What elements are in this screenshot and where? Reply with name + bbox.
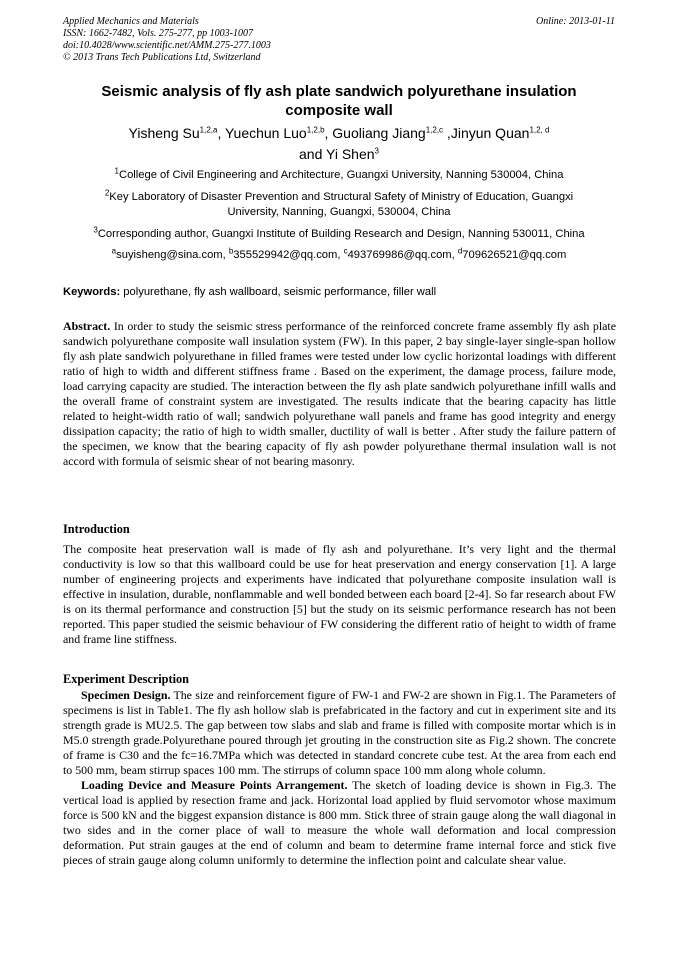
journal-header: [63, 16, 615, 64]
email-sup: c: [343, 246, 348, 256]
email-sup: b: [228, 246, 234, 256]
introduction-body: [63, 542, 616, 647]
affiliation-text: Key Laboratory of Disaster Prevention and Structural Safety of Ministry of Education, Guangxi: [109, 191, 574, 203]
email-address[interactable]: suyisheng@sina.com: [116, 249, 223, 261]
title-line-1: Seismic analysis of fly ash plate sandwich polyurethane insulation: [101, 83, 577, 100]
author-line-2: [70, 144, 608, 165]
doi-line[interactable]: doi:10.4028/www.scientific.net/AMM.275-277.1003: [63, 40, 271, 51]
author-name: Yuechun Luo: [224, 125, 307, 141]
author-name: Yisheng Su: [128, 125, 200, 141]
email-sup: a: [111, 246, 117, 256]
title-line-2: composite wall: [285, 102, 393, 119]
keywords-text: polyurethane, fly ash wallboard, seismic performance, filler wall: [120, 286, 437, 298]
affiliation-text: College of Civil Engineering and Architecture, Guangxi University, Nanning 530004, China: [119, 169, 564, 181]
issn-line: ISSN: 1662-7482, Vols. 275-277, pp 1003-1007: [63, 28, 253, 39]
email-address[interactable]: 709626521@qq.com: [462, 249, 567, 261]
affiliation-3: [60, 227, 618, 242]
introduction-heading: Introduction: [63, 522, 130, 536]
loading-device-label: Loading Device and Measure Points Arrangement.: [81, 778, 348, 792]
paper-title: [70, 82, 608, 120]
keywords: [63, 285, 618, 300]
journal-name: Applied Mechanics and Materials: [63, 16, 199, 27]
loading-device-paragraph: [63, 778, 616, 868]
author-name: and Yi Shen: [299, 146, 375, 162]
affiliation-2: [60, 190, 618, 220]
affiliation-1: [60, 168, 618, 183]
specimen-design-label: Specimen Design.: [81, 688, 171, 702]
email-sep: ,: [222, 249, 229, 261]
author-sup: 3: [374, 146, 379, 156]
email-sep: ,: [451, 249, 458, 261]
author-name: Jinyun Quan: [450, 125, 530, 141]
email-sep: ,: [337, 249, 344, 261]
author-sup: 1,2,a: [199, 125, 218, 135]
experiment-body: [63, 688, 616, 868]
keywords-label: Keywords:: [63, 286, 121, 298]
introduction-text: The composite heat preservation wall is made of fly ash and polyurethane. It’s very light and the thermal conductivity is low so that this wallboard could be use for heat preservation and energy conservation [1]. A large number of engineering projects and experiments have indicated that polyurethane composite insulation wall is effective in insulation, durable, nonflammable and well bonded between each board [2-4]. So far research about FW is on its thermal performance and construction [5] but the study on its seismic performance research has not been reported. This paper studied the seismic behaviour of FW considering the different ratio of height to width of frame and frame line stiffness.: [63, 542, 616, 646]
author-sup: 1,2,b: [306, 125, 325, 135]
author-name: Guoliang Jiang: [332, 125, 426, 141]
email-address[interactable]: 355529942@qq.com: [233, 249, 338, 261]
affiliation-sup: 2: [104, 188, 110, 198]
specimen-design-text: The size and reinforcement figure of FW-1 and FW-2 are shown in Fig.1. The Parameters of specimens is list in Table1. The fly ash hollow slab is prefabricated in the factory and cut in experiment site and its strength grade is MU2.5. The gap between tow slabs and slab and frame is filled with composite mortar which is in M5.0 strength grade.Polyurethane poured through jet grouting in the construction site as Fig.2 shown. The concrete of frame is C30 and the fc=16.7MPa which was detected in standard concrete cube test. At the area from each end to 500 mm, beam stirrup spaces 100 mm. The stirrups of column space 100 mm along whole column.: [63, 688, 616, 777]
author-sep: ,: [217, 125, 225, 141]
author-sup: 1,2,c: [425, 125, 444, 135]
loading-device-text: The sketch of loading device is shown in Fig.3. The vertical load is applied by resection frame and jack. Horizontal load applied by fluid servomotor whose maximum force is 500 kN and the biggest expansion distance is 800 mm. Stick three of strain gauge along the wall diagonal in two sides and in the corner place of wall to measure the whole wall deformation and local compression deformation. Put strain gauges at the end of column and beam to determine frame internal force and stick five pieces of strain gauge along column uniformly to determine the inflection point and calculate shear value.: [63, 778, 617, 867]
author-sep: ,: [443, 125, 451, 141]
specimen-design-paragraph: [63, 688, 616, 778]
email-address[interactable]: 493769986@qq.com: [347, 249, 452, 261]
author-sep: ,: [324, 125, 333, 141]
experiment-heading: Experiment Description: [63, 672, 190, 686]
author-line-1: [70, 123, 608, 144]
online-date: Online: 2013-01-11: [536, 16, 615, 27]
email-sup: d: [457, 246, 463, 256]
email-list: [60, 248, 618, 263]
affiliation-sup: 1: [114, 166, 119, 176]
copyright-line: © 2013 Trans Tech Publications Ltd, Switzerland: [63, 52, 261, 63]
affiliation-text: Corresponding author, Guangxi Institute of Building Research and Design, Nanning 530011, China: [97, 228, 585, 240]
abstract: [63, 319, 616, 469]
affiliation-sup: 3: [93, 225, 98, 235]
affiliation-text: University, Nanning, Guangxi, 530004, China: [227, 206, 451, 218]
abstract-label: Abstract.: [63, 319, 111, 333]
abstract-text: In order to study the seismic stress performance of the reinforced concrete frame assembly fly ash plate sandwich polyurethane composite wall insulation system (FW). In this paper, 2 bay single-layer single-span hollow fly ash plate sandwich polyurethane in filled frames were tested under low cyclic horizontal loadings with different ratio of high to width and different stiffness frame . Based on the experiment, the damage process, failure mode, load carrying capacity are studied. The interaction between the fly ash plate sandwich polyurethane infill walls and the overall frame of constraint system are investigated. The results indicate that the bearing capacity has little related to height-width ratio of wall; sandwich polyurethane wall panels and frame has good integrity and energy dissipation capacity; the ratio of high to width smaller, ductility of wall is better . After study the failure pattern of the specimen, we know that the bearing capacity of fly ash powder polyurethane thermal insulation wall is not accord with formula of seismic shear of not bearing masonry.: [63, 319, 616, 468]
author-sup: 1,2, d: [529, 125, 550, 135]
author-list: [70, 123, 608, 165]
